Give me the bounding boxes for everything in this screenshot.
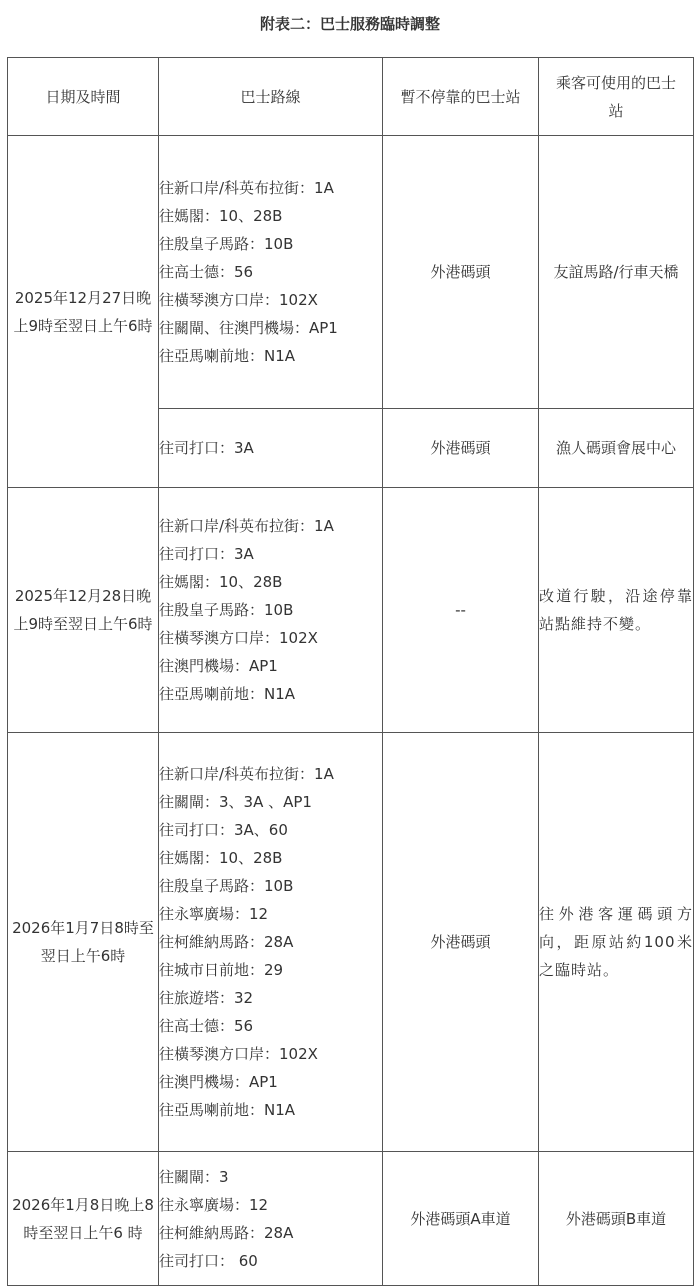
table-row	[8, 488, 694, 733]
alternative-stop-cell: 外港碼頭B車道	[539, 1152, 694, 1286]
routes-cell	[159, 136, 383, 409]
route-line: 往高士德：56	[159, 263, 254, 281]
route-line: 往司打口：3A、60	[159, 821, 288, 839]
route-line: 往旅遊塔：32	[159, 989, 254, 1007]
route-line: 往亞馬喇前地：N1A	[159, 685, 296, 703]
route-line: 往高士德：56	[159, 1017, 254, 1035]
suspended-stop-cell: --	[383, 488, 539, 733]
suspended-stop-cell: 外港碼頭	[383, 409, 539, 488]
header-suspended-stop: 暫不停靠的巴士站	[383, 58, 539, 136]
route-line: 往新口岸/科英布拉街：1A	[159, 517, 334, 535]
alternative-stop-cell: 漁人碼頭會展中心	[539, 409, 694, 488]
date-cell: 2026年1月8日晚上8時至翌日上午6 時	[8, 1152, 159, 1286]
routes-cell	[159, 733, 383, 1152]
route-line: 往新口岸/科英布拉街：1A	[159, 765, 334, 783]
suspended-stop-cell: 外港碼頭	[383, 136, 539, 409]
alternative-stop-cell: 友誼馬路/行車天橋	[539, 136, 694, 409]
page-title: 附表二：巴士服務臨時調整	[259, 15, 440, 33]
date-cell: 2025年12月27日晚上9時至翌日上午6時	[8, 136, 159, 488]
route-line: 往柯維納馬路：28A	[159, 933, 294, 951]
route-line: 往新口岸/科英布拉街：1A	[159, 179, 334, 197]
route-line: 往殷皇子馬路：10B	[159, 601, 294, 619]
alternative-stop-cell: 改道行駛，沿途停靠站點維持不變。	[539, 488, 694, 733]
route-line: 往柯維納馬路：28A	[159, 1223, 294, 1242]
header-row	[8, 58, 694, 136]
route-line: 往關閘：3、3A 、AP1	[159, 793, 312, 811]
route-line: 往澳門機場：AP1	[159, 657, 278, 675]
date-cell: 2025年12月28日晚上9時至翌日上午6時	[8, 488, 159, 733]
routes-cell	[159, 1152, 383, 1286]
alternative-stop-cell: 往外港客運碼頭方向，距原站約100米之臨時站。	[539, 733, 694, 1152]
routes-cell	[159, 409, 383, 488]
header-alternative-stop: 乘客可使用的巴士站	[539, 58, 694, 136]
route-line: 往永寧廣場：12	[159, 905, 269, 923]
table-row	[8, 733, 694, 1152]
suspended-stop-cell: 外港碼頭	[383, 733, 539, 1152]
route-line: 往澳門機場：AP1	[159, 1073, 278, 1091]
route-line: 往司打口：3A	[159, 439, 254, 457]
route-line: 往媽閣：10、28B	[159, 573, 283, 591]
route-line: 往橫琴澳方口岸：102X	[159, 1045, 318, 1063]
route-line: 往殷皇子馬路：10B	[159, 235, 294, 253]
route-line: 往關閘、往澳門機場：AP1	[159, 319, 338, 337]
route-line: 往司打口： 60	[159, 1251, 258, 1270]
route-line: 往城市日前地：29	[159, 961, 284, 979]
route-line: 往亞馬喇前地：N1A	[159, 347, 296, 365]
route-line: 往亞馬喇前地：N1A	[159, 1101, 296, 1119]
route-line: 往橫琴澳方口岸：102X	[159, 629, 318, 647]
date-cell: 2026年1月7日8時至翌日上午6時	[8, 733, 159, 1152]
header-date: 日期及時間	[8, 58, 159, 136]
route-line: 往媽閣：10、28B	[159, 207, 283, 225]
route-line: 往殷皇子馬路：10B	[159, 877, 294, 895]
route-line: 往司打口：3A	[159, 545, 254, 563]
route-line: 往橫琴澳方口岸：102X	[159, 291, 318, 309]
route-line: 往永寧廣場：12	[159, 1195, 269, 1214]
route-line: 往關閘：3	[159, 1167, 229, 1186]
suspended-stop-cell: 外港碼頭A車道	[383, 1152, 539, 1286]
table-row	[8, 1152, 694, 1286]
table-row	[8, 136, 694, 409]
header-routes: 巴士路線	[159, 58, 383, 136]
route-line: 往媽閣：10、28B	[159, 849, 283, 867]
bus-adjustment-table	[7, 57, 694, 1286]
routes-cell	[159, 488, 383, 733]
